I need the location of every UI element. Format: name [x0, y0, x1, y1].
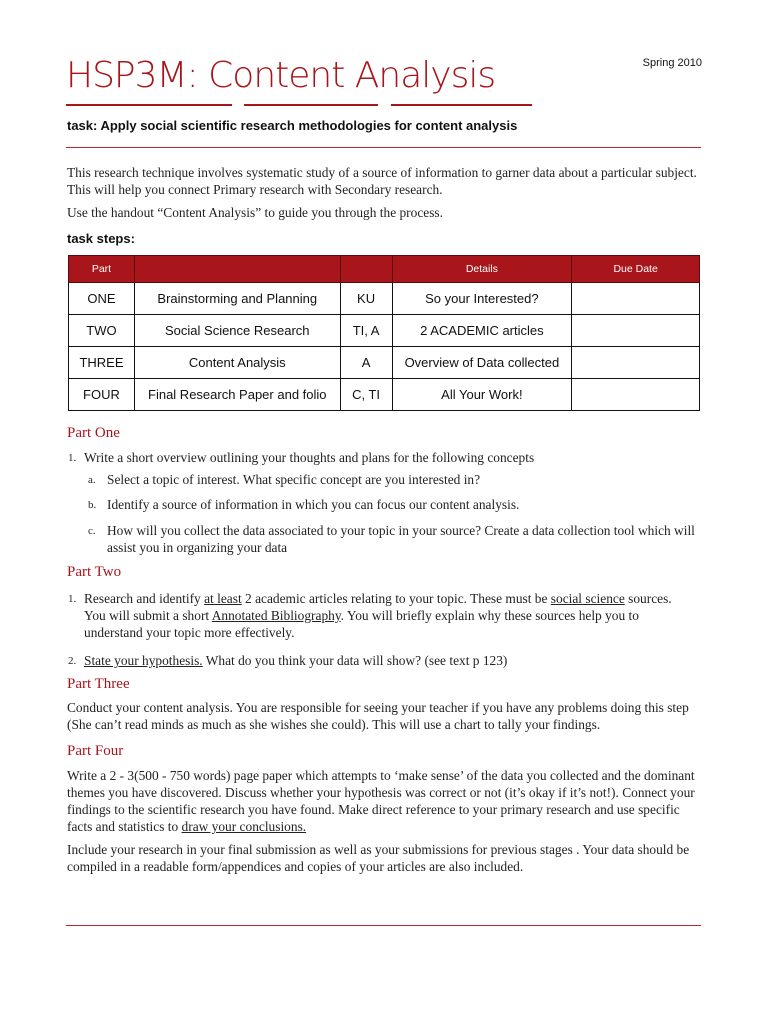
text-span: . You will briefly explain why these sources help you to understand your topic more effectively.: [84, 608, 639, 640]
cell-due-date: [572, 347, 700, 379]
list-number: 1.: [68, 593, 77, 605]
list-letter: a.: [88, 474, 96, 486]
part-four-heading: Part Four: [67, 743, 124, 759]
table-row: [69, 283, 700, 315]
semester-label: Spring 2010: [642, 57, 702, 69]
header-category: [340, 256, 392, 283]
text-span: What do you think your data will show? (see text p 123): [202, 653, 508, 668]
part-three-text: Conduct your content analysis. You are responsible for seeing your teacher if you have any problems doing this step (She can’t read minds as much as she wishes she could). This will use a chart to tally your findings.: [67, 700, 689, 732]
table-row: [69, 347, 700, 379]
task-steps-label: task steps:: [67, 231, 135, 246]
cell-details: So your Interested?: [392, 283, 572, 315]
list-letter: b.: [88, 499, 97, 511]
cell-category: C, TI: [340, 379, 392, 411]
cell-due-date: [572, 315, 700, 347]
header-divider: [66, 147, 701, 148]
page-title: HSP3M: Content Analysis: [66, 55, 496, 96]
title-underline-2: [244, 104, 378, 106]
cell-details: 2 ACADEMIC articles: [392, 315, 572, 347]
list-letter: c.: [88, 525, 96, 537]
cell-details: All Your Work!: [392, 379, 572, 411]
part-four-paragraph-2: Include your research in your final submission as well as your submissions for previous stages . Your data should be compiled in a readable form/appendices and copies of your articles are also included.: [67, 842, 690, 874]
cell-due-date: [572, 379, 700, 411]
part-one-item-b: Identify a source of information in which you can focus our content analysis.: [107, 497, 520, 512]
part-two-heading: Part Two: [67, 564, 122, 580]
task-statement: task: Apply social scientific research methodologies for content analysis: [67, 118, 518, 133]
cell-task: Final Research Paper and folio: [134, 379, 340, 411]
task-steps-table: [68, 255, 700, 411]
cell-part: FOUR: [69, 379, 135, 411]
cell-task: Content Analysis: [134, 347, 340, 379]
cell-category: TI, A: [340, 315, 392, 347]
cell-category: KU: [340, 283, 392, 315]
part-two-item-2: [84, 652, 696, 669]
intro-paragraph: This research technique involves systematic study of a source of information to garner data about a particular subject. This will help you connect Primary research with Secondary research.: [67, 165, 697, 197]
header-due-date: Due Date: [572, 256, 700, 283]
cell-task: Brainstorming and Planning: [134, 283, 340, 315]
header-details: Details: [392, 256, 572, 283]
part-one-item-c: How will you collect the data associated to your topic in your source? Create a data collection tool which will assist you in organizing your data: [107, 523, 695, 555]
cell-part: TWO: [69, 315, 135, 347]
intro-section: [67, 164, 707, 227]
part-four-section: [67, 767, 707, 881]
emphasis-hypothesis: State your hypothesis.: [84, 653, 203, 668]
cell-due-date: [572, 283, 700, 315]
part-two-item-1: [84, 590, 696, 641]
list-number: 1.: [68, 452, 77, 464]
text-span: Write a 2 - 3(500 - 750 words) page paper which attempts to ‘make sense’ of the data you collected and the dominant themes you have discovered. Discuss whether your hypothesis was correct or not (it’s okay if it’s not!). Connect your findings to the scientific research you have found. Make direct reference to your primary research and use specific facts and statistics to: [67, 768, 695, 834]
emphasis-annotated-bibliography: Annotated Bibliography: [211, 608, 341, 623]
part-one-heading: Part One: [67, 425, 120, 441]
table-header-row: [69, 256, 700, 283]
emphasis-social-science: social science: [550, 591, 625, 606]
table-row: [69, 315, 700, 347]
text-span: 2 academic articles relating to your topic. These must be: [241, 591, 551, 606]
part-one-item-a: Select a topic of interest. What specific concept are you interested in?: [107, 472, 481, 487]
text-span: Research and identify: [84, 591, 205, 606]
part-four-paragraph-1: [67, 767, 707, 835]
cell-task: Social Science Research: [134, 315, 340, 347]
emphasis-at-least: at least: [204, 591, 242, 606]
header-part: Part: [69, 256, 135, 283]
emphasis-conclusions: draw your conclusions.: [181, 819, 307, 834]
title-underline-3: [391, 104, 532, 106]
part-one-item-1: Write a short overview outlining your thoughts and plans for the following concepts: [84, 450, 535, 465]
text-span: sources. You will submit a short: [84, 591, 672, 623]
header-task: [134, 256, 340, 283]
cell-details: Overview of Data collected: [392, 347, 572, 379]
cell-category: A: [340, 347, 392, 379]
footer-divider: [66, 925, 701, 926]
cell-part: THREE: [69, 347, 135, 379]
part-three-heading: Part Three: [67, 676, 130, 692]
cell-part: ONE: [69, 283, 135, 315]
table-row: [69, 379, 700, 411]
list-number: 2.: [68, 655, 77, 667]
handout-note: Use the handout “Content Analysis” to guide you through the process.: [67, 205, 443, 220]
title-underline-1: [66, 104, 232, 106]
